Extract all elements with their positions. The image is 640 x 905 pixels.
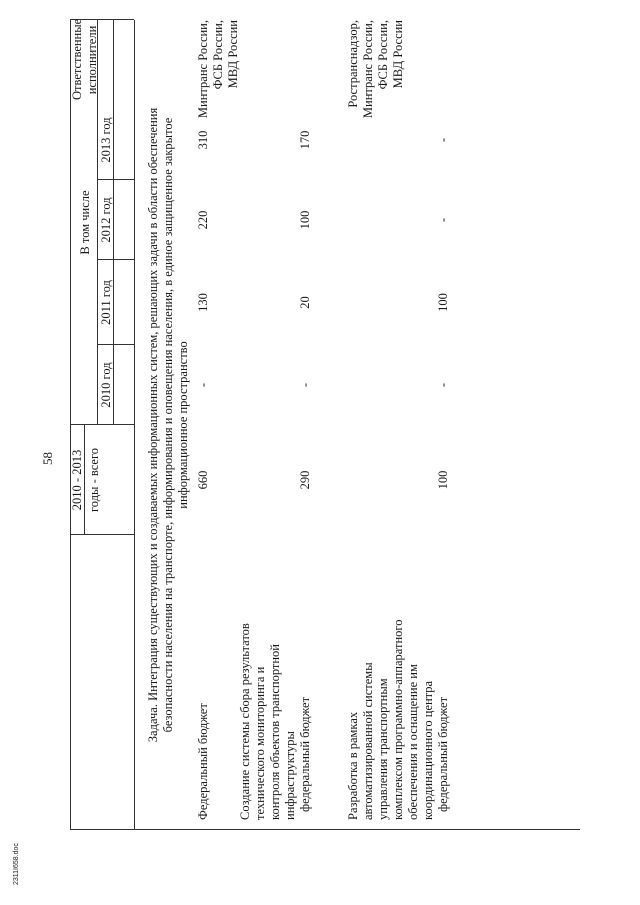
- row3-name-line6: координационного центра: [421, 680, 435, 820]
- document-filename: 2311I658.doc: [13, 843, 20, 885]
- header-total-line1: 2010 - 2013: [70, 449, 84, 511]
- row1-name: Федеральный бюджет: [196, 703, 210, 820]
- row2-name-line1: Создание системы сбора результатов: [238, 623, 252, 820]
- task-line-2: безопасности населения на транспорте, информирования и оповещения населения, в единое защищенное закрытое: [161, 117, 175, 733]
- row3-total: 100: [436, 470, 450, 490]
- row3-responsible-2: Минтранс России,: [361, 20, 375, 119]
- header-responsible-line1: Ответственные: [70, 18, 84, 100]
- row2-name-line4: инфраструктуры: [283, 731, 297, 820]
- row2-name-line5: федеральный бюджет: [298, 696, 312, 812]
- row2-2013: 170: [298, 130, 312, 150]
- row3-name-line5: обеспечения и оснащение им: [406, 664, 420, 820]
- row3-name-line7: федеральный бюджет: [436, 696, 450, 812]
- header-including: В том числе: [78, 190, 92, 255]
- header-2011: 2011 год: [99, 280, 113, 325]
- row3-name-line1: Разработка в рамках: [346, 711, 360, 820]
- row3-responsible-4: МВД России: [391, 20, 405, 89]
- row3-name-line3: управления транспортным: [376, 678, 390, 820]
- row2-name-line2: технического мониторинга и: [253, 666, 267, 820]
- row3-name-line4: комплексом программно-аппаратного: [391, 619, 405, 820]
- header-bottom-rule: [134, 20, 135, 830]
- header-responsible-line2: исполнители: [85, 25, 99, 95]
- row2-name-line3: контроля объектов транспортной: [268, 643, 282, 820]
- row1-2012: 220: [196, 210, 210, 230]
- row1-responsible-3: МВД России: [226, 20, 240, 89]
- task-line-1: Задача. Интеграция существующих и создаваемых информационных систем, решающих задачи в области обеспечения: [146, 107, 160, 743]
- row2-2012: 100: [298, 210, 312, 230]
- task-line-3: информационное пространство: [176, 341, 190, 509]
- header-2010: 2010 год: [99, 362, 113, 408]
- row1-2011: 130: [196, 293, 210, 312]
- row3-name-line2: автоматизированной системы: [361, 662, 375, 820]
- row2-total: 290: [298, 470, 312, 490]
- row2-2010: -: [298, 382, 312, 388]
- row3-2013: -: [436, 137, 450, 143]
- header-2012: 2012 год: [99, 197, 113, 243]
- row1-responsible-1: Минтранс России,: [196, 20, 210, 119]
- page-number: 58: [40, 452, 55, 465]
- row3-responsible-3: ФСБ России,: [376, 20, 390, 90]
- row1-2010: -: [196, 382, 210, 388]
- header-2013: 2013 год: [99, 117, 113, 163]
- budget-table: [70, 20, 580, 830]
- row2-2011: 20: [298, 296, 312, 309]
- row1-responsible-2: ФСБ России,: [211, 20, 225, 90]
- row3-2012: -: [436, 217, 450, 223]
- row3-2010: -: [436, 382, 450, 388]
- row3-responsible-1: Ространснадзор,: [346, 20, 360, 108]
- row1-total: 660: [196, 470, 210, 490]
- row3-2011: 100: [436, 293, 450, 312]
- header-total-line2: годы - всего: [87, 447, 101, 513]
- row1-2013: 310: [196, 130, 210, 150]
